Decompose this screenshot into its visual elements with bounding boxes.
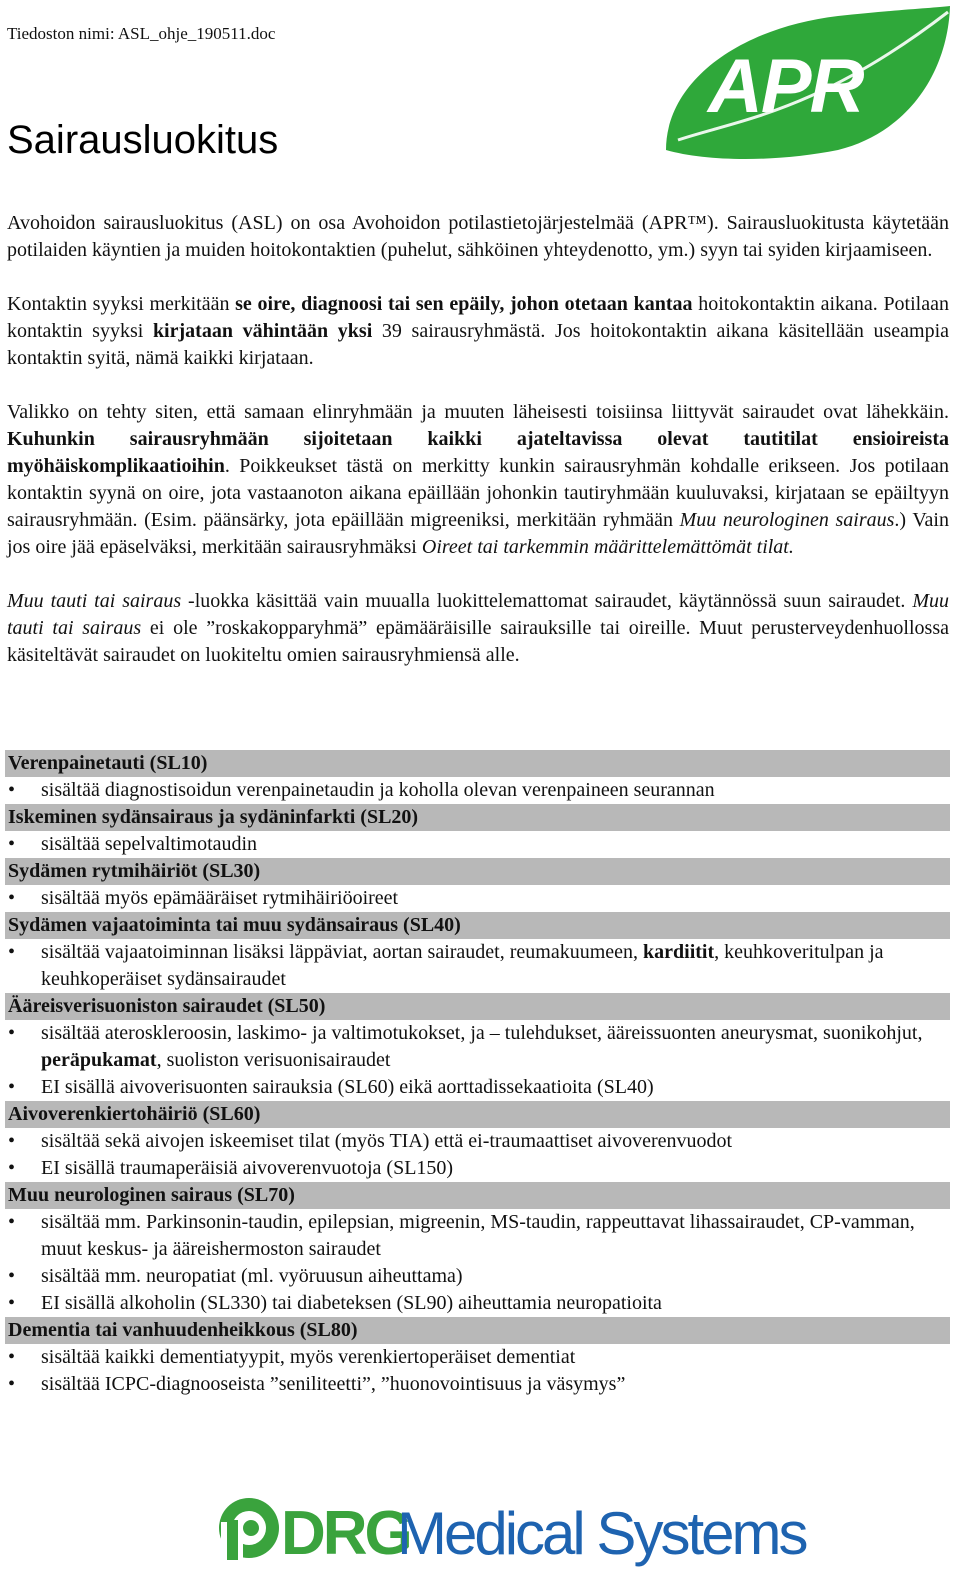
list-item: [5, 1209, 950, 1263]
list-item: [5, 1344, 950, 1371]
text-run: kardiitit: [643, 941, 715, 963]
text-run: sisältää mm. neuropatiat (ml. vyöruusun aiheuttama): [41, 1265, 463, 1287]
text-run: EI sisällä alkoholin (SL330) tai diabeteksen (SL90) aiheuttamia neuropatioita: [41, 1292, 662, 1314]
text-run: sisältää kaikki dementiatyypit, myös verenkiertoperäiset dementiat: [41, 1346, 576, 1368]
text-run: 39 sairausryhmästä. Jos hoitokontaktin aikana käsitellään useampia kontaktin syitä, nämä kaikki kirjataan.: [7, 320, 949, 369]
text-run: hoitokontaktin aikana. Potilaan kontaktin syyksi: [7, 293, 949, 342]
section-heading: Dementia tai vanhuudenheikkous (SL80): [5, 1317, 950, 1344]
text-run: -luokka käsittää vain muualla luokittelemattomat sairaudet, käytännössä suun sairaudet.: [181, 590, 913, 612]
text-run: ei ole ”roskakopparyhmä” epämääräisille sairauksille tai oireille. Muut perusterveydenhuollossa käsiteltävät sairaudet on luokiteltu omien sairausryhmiensä alle.: [7, 617, 949, 666]
drg-text: DRG: [281, 1499, 410, 1568]
text-run: EI sisällä aivoverisuonten sairauksia (SL60) eikä aorttadissekaatioita (SL40): [41, 1076, 654, 1098]
text-run: sisältää sepelvaltimotaudin: [41, 833, 258, 855]
bullet-icon: •: [8, 1157, 16, 1179]
text-run: Avohoidon sairausluokitus (ASL) on osa Avohoidon potilastietojärjestelmää (APR™). Sairausluokitusta käytetään potilaiden käyntien ja muiden hoitokontaktien (puhelut, sähköinen yhteydenotto, ym.) syyn tai syiden kirjaamiseen.: [7, 212, 949, 261]
bullet-icon: •: [8, 1265, 16, 1287]
text-run: , suoliston verisuonisairaudet: [156, 1049, 391, 1071]
intro-text: [7, 210, 949, 696]
section-heading: Ääreisverisuoniston sairaudet (SL50): [5, 993, 950, 1020]
section-heading: Sydämen rytmihäiriöt (SL30): [5, 858, 950, 885]
paragraph: [7, 588, 949, 669]
bullet-icon: •: [8, 833, 16, 855]
paragraph: [7, 291, 949, 372]
list-item: [5, 1371, 950, 1398]
text-run: EI sisällä traumaperäisiä aivoverenvuotoja (SL150): [41, 1157, 454, 1179]
section-list: [5, 1344, 950, 1398]
bullet-icon: •: [8, 1373, 16, 1395]
text-run: .) Vain jos oire jää epäselväksi, merkitään sairausryhmäksi: [7, 509, 949, 558]
text-run: sisältää sekä aivojen iskeemiset tilat (myös TIA) että ei-traumaattiset aivoverenvuodot: [41, 1130, 733, 1152]
bullet-icon: •: [8, 1292, 16, 1314]
text-run: sisältää vajaatoiminnan lisäksi läppäviat, aortan sairaudet, reumakuumeen,: [41, 941, 644, 963]
text-run: sisältää diagnostisoidun verenpainetaudin ja koholla olevan verenpaineen seurannan: [41, 779, 715, 801]
list-item: [5, 1074, 950, 1101]
text-run: sisältää myös epämääräiset rytmihäiriöoireet: [41, 887, 399, 909]
disease-groups: [5, 750, 950, 1398]
drg-medical-systems-logo: [215, 1490, 806, 1570]
bullet-icon: •: [8, 779, 16, 801]
text-run: Kuhunkin sairausryhmään sijoitetaan kaikki ajateltavissa olevat tautitilat ensioireista myöhäiskomplikaatioihin: [7, 428, 949, 477]
medical-systems-text: Medical Systems: [397, 1500, 806, 1567]
section-list: [5, 939, 950, 993]
text-run: sisältää mm. Parkinsonin-taudin, epilepsian, migreenin, MS-taudin, rappeuttavat lihassairaudet, CP-vamman, muut keskus- ja ääreishermoston sairaudet: [41, 1211, 915, 1260]
text-run: sisältää ICPC-diagnooseista ”seniliteetti”, ”huonovointisuus ja väsymys”: [41, 1373, 626, 1395]
text-run: peräpukamat: [41, 1049, 157, 1071]
text-run: kirjataan vähintään yksi: [152, 320, 373, 342]
text-run: sisältää ateroskleroosin, laskimo- ja valtimotukokset, ja – tulehdukset, ääreissuonten aneurysmat, suonikohjut,: [41, 1022, 923, 1044]
section-heading: Muu neurologinen sairaus (SL70): [5, 1182, 950, 1209]
list-item: [5, 1020, 950, 1074]
section-heading: Iskeminen sydänsairaus ja sydäninfarkti (SL20): [5, 804, 950, 831]
list-item: [5, 1263, 950, 1290]
paragraph: [7, 399, 949, 561]
section-list: [5, 1209, 950, 1317]
section-list: [5, 1020, 950, 1101]
text-run: se oire, diagnoosi tai sen epäily, johon otetaan kantaa: [235, 293, 693, 315]
list-item: [5, 885, 950, 912]
paragraph: [7, 210, 949, 264]
text-run: Muu tauti tai sairaus: [7, 590, 949, 639]
section-list: [5, 831, 950, 858]
drg-circle-icon: [219, 1498, 279, 1562]
filename-label: Tiedoston nimi: ASL_ohje_190511.doc: [7, 24, 276, 43]
text-run: Oireet tai tarkemmin määrittelemättömät tilat.: [421, 536, 794, 558]
bullet-icon: •: [8, 1130, 16, 1152]
section-list: [5, 777, 950, 804]
list-item: [5, 831, 950, 858]
text-run: . Poikkeukset tästä on merkitty kunkin sairausryhmän kohdalle erikseen. Jos potilaan kontaktin syynä on oire, jota vastaanoton aikana epäillään johonkin tautiryhmään kuuluvaksi, kirjataan se epäiltyyn sairausryhmään. (Esim. päänsärky, jota epäillään migreeniksi, merkitään ryhmään: [7, 455, 949, 531]
text-run: Kontaktin syyksi merkitään: [7, 293, 236, 315]
bullet-icon: •: [8, 1346, 16, 1368]
apr-logo-text: APR: [708, 44, 863, 129]
bullet-icon: •: [8, 1022, 16, 1044]
section-heading: Verenpainetauti (SL10): [5, 750, 950, 777]
bullet-icon: •: [8, 1211, 16, 1233]
text-run: Valikko on tehty siten, että samaan elinryhmään ja muuten läheisesti toisiinsa liittyvät sairaudet ovat lähekkäin.: [7, 401, 949, 423]
bullet-icon: •: [8, 941, 16, 963]
list-item: [5, 939, 950, 993]
apr-logo: [648, 0, 960, 170]
section-heading: Aivoverenkiertohäiriö (SL60): [5, 1101, 950, 1128]
section-heading: Sydämen vajaatoiminta tai muu sydänsairaus (SL40): [5, 912, 950, 939]
bullet-icon: •: [8, 1076, 16, 1098]
section-list: [5, 1128, 950, 1182]
text-run: Muu tauti tai sairaus: [7, 590, 182, 612]
section-list: [5, 885, 950, 912]
bullet-icon: •: [8, 887, 16, 909]
list-item: [5, 1290, 950, 1317]
list-item: [5, 1128, 950, 1155]
text-run: , keuhkoveritulpan ja keuhkoperäiset sydänsairaudet: [41, 941, 884, 990]
page-title: Sairausluokitus: [7, 118, 279, 162]
text-run: Muu neurologinen sairaus: [679, 509, 895, 531]
list-item: [5, 777, 950, 804]
list-item: [5, 1155, 950, 1182]
